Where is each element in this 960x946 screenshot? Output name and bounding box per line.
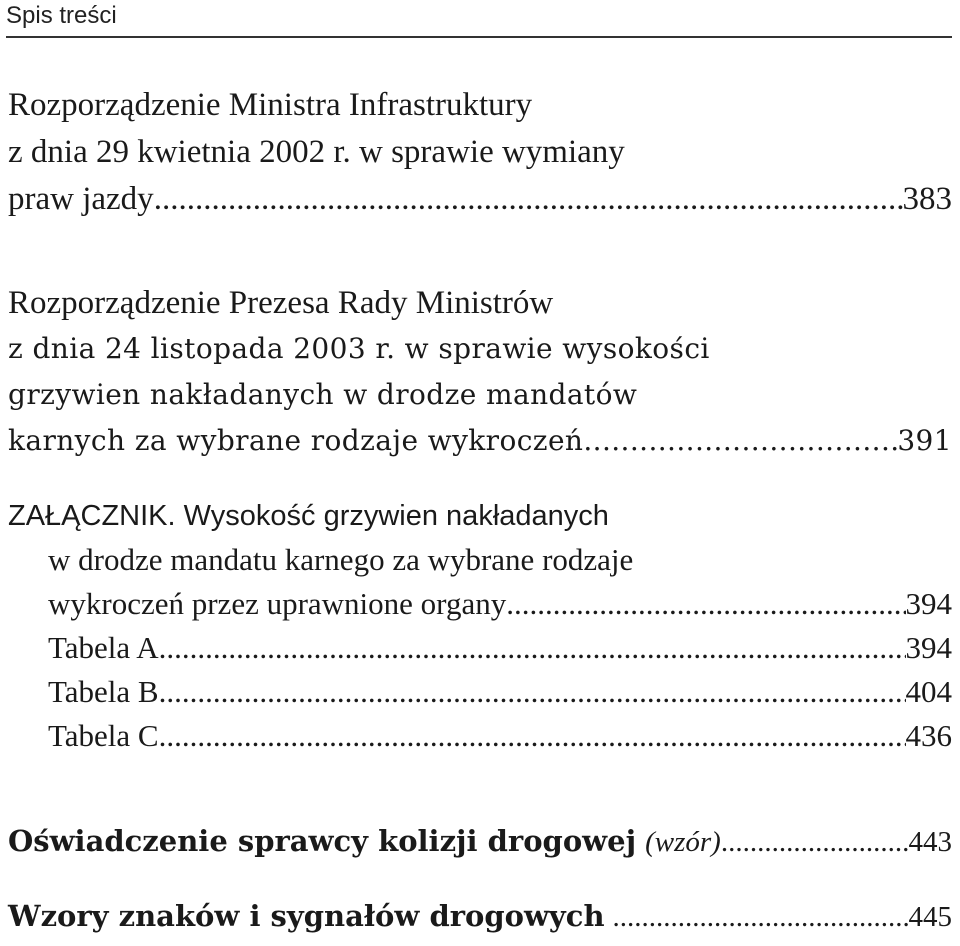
page-header [6, 0, 952, 38]
toc-entry-line [8, 893, 952, 940]
page-number[interactable]: 391 [897, 424, 952, 457]
toc-entry-line [8, 538, 952, 582]
toc-entry-2[interactable] [8, 280, 952, 464]
toc-subentry-tabela-a[interactable] [8, 626, 952, 670]
toc-entry-3[interactable] [8, 494, 952, 758]
page-title: Spis treści [6, 2, 117, 29]
toc-entry-line [8, 280, 952, 326]
page-number[interactable]: 443 [908, 826, 952, 858]
dot-leader [613, 894, 909, 940]
page-number[interactable]: 394 [905, 630, 952, 665]
toc-entry-text: wykroczeń przez uprawnione organy [48, 586, 507, 621]
dot-leader [159, 626, 906, 670]
toc-entry-line [8, 129, 952, 176]
toc-subentry-label: Tabela B [48, 674, 159, 709]
dot-leader [583, 418, 897, 464]
toc-entry-text: grzywien nakładanych w drodze mandatów [8, 378, 638, 411]
dot-leader [506, 582, 905, 626]
toc-entry-text: Rozporządzenie Ministra Infrastruktury [8, 87, 533, 123]
page-number[interactable]: 383 [902, 181, 952, 217]
toc-entry-text: z dnia 24 listopada 2003 r. w sprawie wysokości [8, 332, 710, 365]
toc-entry-1[interactable] [8, 82, 952, 223]
toc-subentry-tabela-c[interactable] [8, 714, 952, 758]
dot-leader [721, 819, 909, 865]
toc-entry-line [8, 372, 952, 418]
toc-entry-text: Oświadczenie sprawcy kolizji drogowej [8, 824, 637, 858]
page-number[interactable]: 394 [905, 586, 952, 621]
toc-subentry-tabela-b[interactable] [8, 670, 952, 714]
toc-entry-line [8, 418, 952, 464]
toc-entry-text: z dnia 29 kwietnia 2002 r. w sprawie wymiany [8, 134, 625, 170]
page-number[interactable]: 436 [905, 718, 952, 753]
dot-leader [159, 714, 906, 758]
toc-entry-text: w drodze mandatu karnego za wybrane rodzaje [48, 542, 634, 577]
toc-entry-italic-note: (wzór) [645, 826, 721, 858]
toc-entry-4[interactable] [8, 818, 952, 865]
toc-entry-5[interactable] [8, 893, 952, 940]
toc-entry-line [8, 582, 952, 626]
toc-subentry-label: Tabela A [48, 630, 159, 665]
toc-entry-line [8, 326, 952, 372]
toc-entry-text: praw jazdy [8, 181, 154, 217]
dot-leader [159, 670, 906, 714]
toc-entry-line [8, 176, 952, 223]
toc-entry-text: karnych za wybrane rodzaje wykroczeń [8, 424, 584, 457]
toc-entry-line [8, 494, 952, 538]
page-number[interactable]: 445 [908, 901, 952, 933]
toc-entry-line [8, 82, 952, 129]
toc-entry-text: Wzory znaków i sygnałów drogowych [8, 899, 605, 933]
page-number[interactable]: 404 [905, 674, 952, 709]
dot-leader [154, 176, 903, 223]
toc-entry-text: ZAŁĄCZNIK. Wysokość grzywien nakładanych [8, 500, 609, 532]
toc-entry-text: Rozporządzenie Prezesa Rady Ministrów [8, 285, 554, 321]
toc-entry-line [8, 818, 952, 865]
toc-subentry-label: Tabela C [48, 718, 159, 753]
